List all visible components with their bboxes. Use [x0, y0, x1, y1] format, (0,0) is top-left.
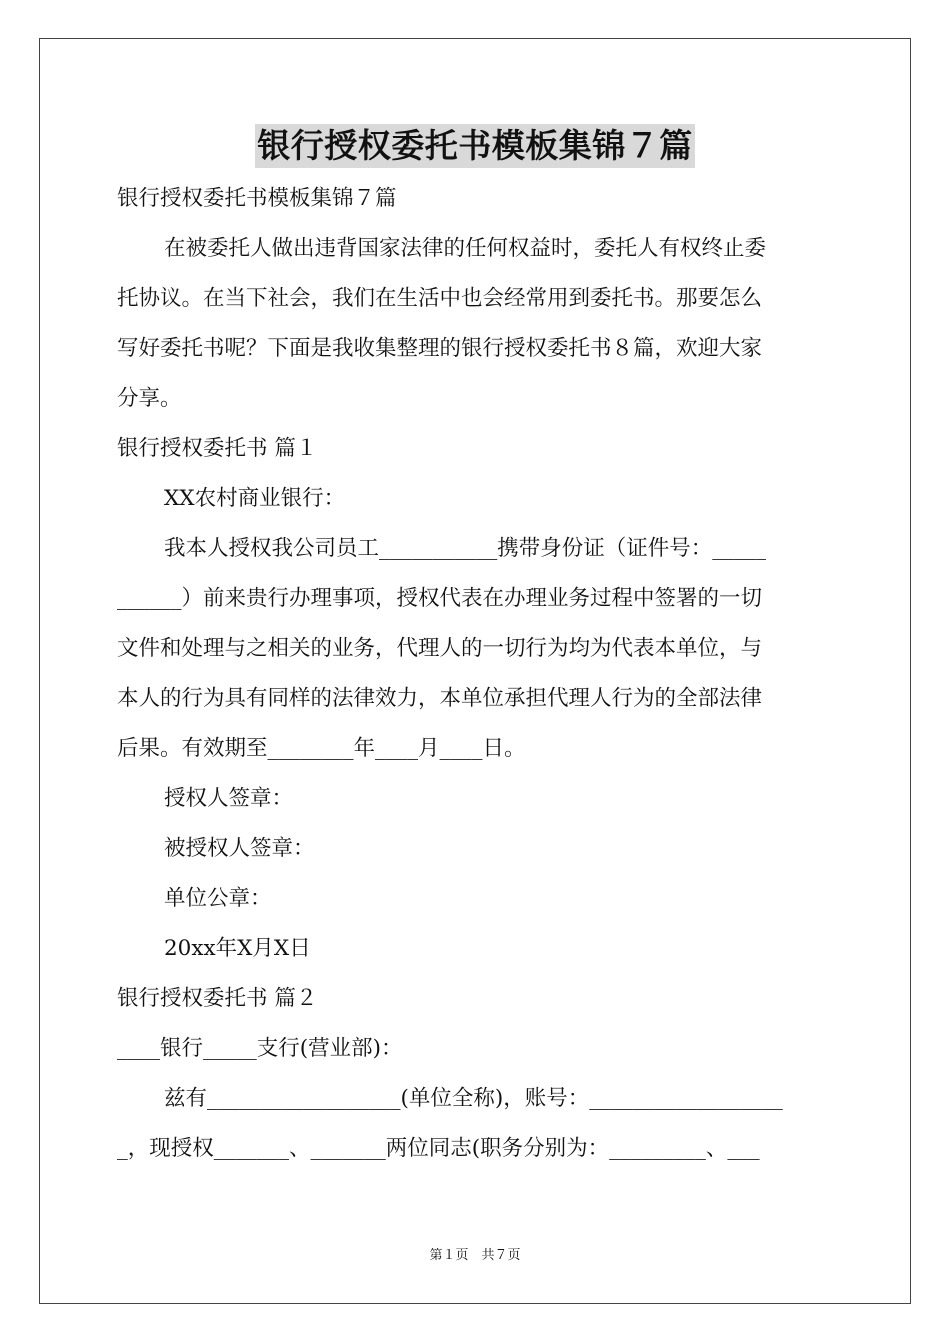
document-body	[117, 174, 837, 1174]
body-line: 我本人授权我公司员工___________携带身份证（证件号：_____	[164, 536, 767, 561]
body-line: 在被委托人做出违背国家法律的任何权益时，委托人有权终止委	[164, 236, 767, 261]
body-line: 文件和处理与之相关的业务，代理人的一切行为均为代表本单位，与	[117, 636, 763, 661]
body-line: _，现授权_______、_______两位同志(职务分别为：_________、___	[117, 1136, 760, 1161]
body-line: 本人的行为具有同样的法律效力，本单位承担代理人行为的全部法律	[117, 686, 763, 711]
page-footer: 第１页 共７页	[429, 1248, 521, 1263]
title-container	[0, 124, 950, 168]
body-line: 后果。有效期至________年____月____日。	[117, 736, 526, 761]
body-line: 银行授权委托书 篇２	[117, 986, 318, 1011]
body-line: 托协议。在当下社会，我们在生活中也会经常用到委托书。那要怎么	[117, 286, 763, 311]
body-line: 20xx年X月X日	[164, 936, 311, 961]
body-line: 写好委托书呢？下面是我收集整理的银行授权委托书８篇，欢迎大家	[117, 336, 763, 361]
body-line: 被授权人签章：	[164, 836, 315, 861]
body-line: 兹有__________________(单位全称)，账号：__________________	[164, 1086, 783, 1111]
body-line: ______）前来贵行办理事项，授权代表在办理业务过程中签署的一切	[117, 586, 763, 611]
body-line: 授权人签章：	[164, 786, 294, 811]
body-line: 分享。	[117, 386, 182, 411]
document-title: 银行授权委托书模板集锦７篇	[255, 124, 695, 168]
body-line: XX农村商业银行：	[164, 486, 346, 511]
body-line: 银行授权委托书 篇１	[117, 436, 318, 461]
body-line: ____银行_____支行(营业部)：	[117, 1036, 403, 1061]
body-line: 银行授权委托书模板集锦７篇	[117, 186, 397, 211]
body-line: 单位公章：	[164, 886, 272, 911]
